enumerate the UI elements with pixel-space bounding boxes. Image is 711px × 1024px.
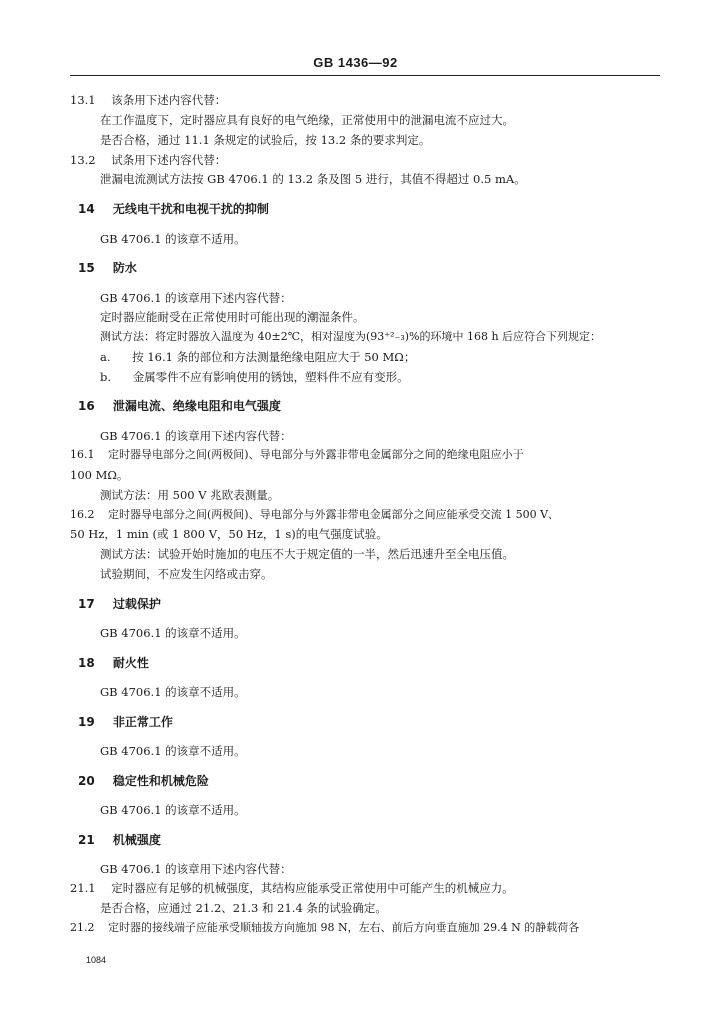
clause-text: 定时器导电部分之间(两极间)、导电部分与外露非带电金属部分之间应能承受交流 1 500 V、 <box>108 508 560 521</box>
paragraph: GB 4706.1 的该章用下述内容代替： <box>100 429 292 443</box>
standard-number-header: GB 1436—92 <box>313 55 398 70</box>
clause-16-1 <box>70 448 524 462</box>
list-label: a. <box>100 350 111 364</box>
section-title: 泄漏电流、绝缘电阻和电气强度 <box>112 399 281 413</box>
section-number: 20 <box>78 774 95 788</box>
header-rule <box>70 75 660 76</box>
section-number: 17 <box>78 597 95 611</box>
section-18-heading <box>78 656 149 670</box>
clause-text: 该条用下述内容代替： <box>111 93 227 107</box>
section-title: 非正常工作 <box>112 715 173 729</box>
clause-number: 13.2 <box>70 153 96 167</box>
section-title: 防水 <box>112 261 137 275</box>
clause-text: 定时器导电部分之间(两极间)、导电部分与外露非带电金属部分之间的绝缘电阻应小于 <box>108 448 524 461</box>
section-title: 耐火性 <box>112 656 149 670</box>
paragraph: GB 4706.1 的该章不适用。 <box>100 232 246 246</box>
section-title: 无线电干扰和电视干扰的抑制 <box>112 202 269 216</box>
paragraph: GB 4706.1 的该章不适用。 <box>100 626 246 640</box>
list-text: 金属零件不应有影响使用的锈蚀，塑料件不应有变形。 <box>132 370 409 384</box>
clause-number: 13.1 <box>70 93 96 107</box>
list-label: b. <box>100 370 112 384</box>
clause-text: 试条用下述内容代替： <box>111 153 227 167</box>
section-17-heading <box>78 597 161 611</box>
list-item-b <box>100 370 409 384</box>
section-20-heading <box>78 774 209 788</box>
section-number: 14 <box>78 202 95 216</box>
clause-text: 定时器的接线端子应能承受顺轴拔方向施加 98 N，左右、前后方向垂直施加 29.4 N 的静载荷各 <box>108 921 580 934</box>
paragraph: GB 4706.1 的该章用下述内容代替： <box>100 862 292 876</box>
clause-number: 16.1 <box>70 448 95 461</box>
paragraph: 泄漏电流测试方法按 GB 4706.1 的 13.2 条及图 5 进行，其值不得超过 0.5 mA。 <box>100 172 526 186</box>
paragraph: 定时器应能耐受在正常使用时可能出现的潮湿条件。 <box>100 310 365 324</box>
paragraph: 在工作温度下，定时器应具有良好的电气绝缘，正常使用中的泄漏电流不应过大。 <box>100 113 514 127</box>
paragraph: 试验期间，不应发生闪络或击穿。 <box>100 567 273 581</box>
section-title: 过载保护 <box>112 597 161 611</box>
section-number: 18 <box>78 656 95 670</box>
paragraph-continuation: 100 MΩ。 <box>70 468 129 482</box>
clause-13-2 <box>70 153 226 167</box>
paragraph: GB 4706.1 的该章不适用。 <box>100 803 246 817</box>
paragraph: 测试方法：试验开始时施加的电压不大于规定值的一半，然后迅速升至全电压值。 <box>100 547 514 561</box>
page-number: 1084 <box>86 955 107 965</box>
paragraph: 测试方法：将定时器放入温度为 40±2℃，相对湿度为(93⁺²₋₃)%的环境中 168 h 后应符合下列规定： <box>100 330 602 343</box>
section-14-heading <box>78 202 269 216</box>
section-16-heading <box>78 399 281 413</box>
section-title: 机械强度 <box>112 833 161 847</box>
list-text: 按 16.1 条的部位和方法测量绝缘电阻应大于 50 MΩ； <box>132 350 416 364</box>
clause-number: 16.2 <box>70 508 95 521</box>
section-title: 稳定性和机械危险 <box>112 774 209 788</box>
clause-number: 21.2 <box>70 921 95 934</box>
clause-number: 21.1 <box>70 881 96 895</box>
clause-16-2 <box>70 508 559 522</box>
clause-21-2 <box>70 921 579 935</box>
paragraph: GB 4706.1 的该章不适用。 <box>100 744 246 758</box>
paragraph: 是否合格，应通过 21.2、21.3 和 21.4 条的试验确定。 <box>100 901 387 915</box>
clause-text: 定时器应有足够的机械强度，其结构应能承受正常使用中可能产生的机械应力。 <box>111 881 514 895</box>
paragraph: 是否合格，通过 11.1 条规定的试验后，按 13.2 条的要求判定。 <box>100 133 431 147</box>
section-21-heading <box>78 833 161 847</box>
paragraph: 测试方法：用 500 V 兆欧表测量。 <box>100 488 280 502</box>
paragraph: GB 4706.1 的该章用下述内容代替： <box>100 291 292 305</box>
clause-13-1 <box>70 93 226 107</box>
section-number: 15 <box>78 261 95 275</box>
section-number: 16 <box>78 399 95 413</box>
section-15-heading <box>78 261 137 275</box>
paragraph-continuation: 50 Hz，1 min (或 1 800 V，50 Hz，1 s)的电气强度试验。 <box>70 527 388 541</box>
section-number: 19 <box>78 715 95 729</box>
clause-21-1 <box>70 881 514 895</box>
list-item-a <box>100 350 415 364</box>
section-number: 21 <box>78 833 95 847</box>
section-19-heading <box>78 715 173 729</box>
paragraph: GB 4706.1 的该章不适用。 <box>100 685 246 699</box>
